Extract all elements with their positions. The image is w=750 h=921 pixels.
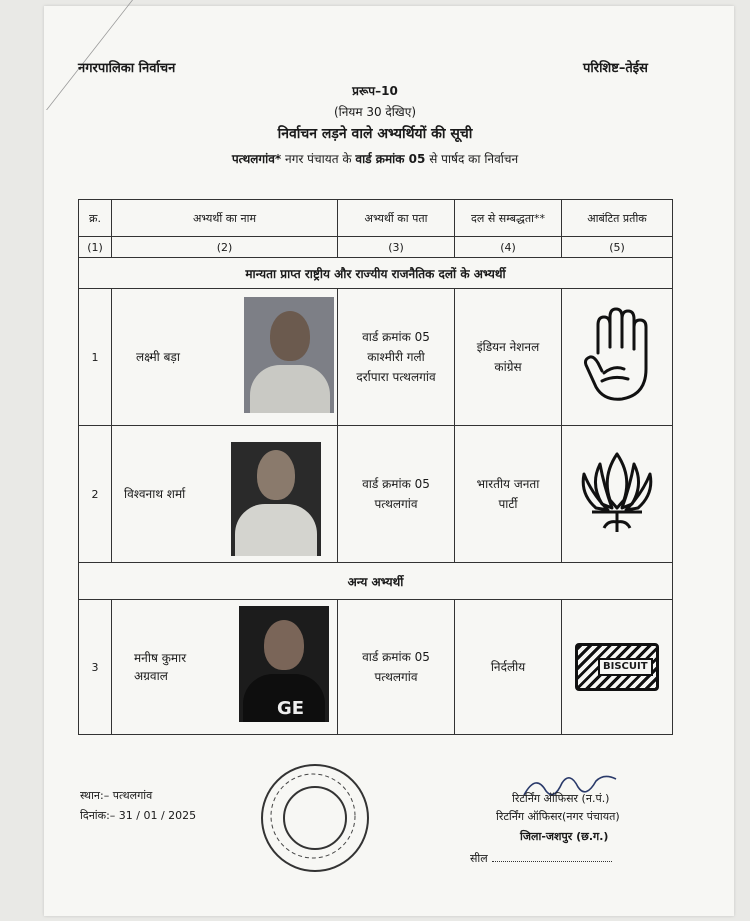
- header-party: दल से सम्बद्धता**: [455, 200, 562, 237]
- candidate-name-line: मनीष कुमार: [134, 651, 187, 665]
- address-line: पत्थलगांव: [374, 497, 418, 511]
- symbol-cell: [562, 289, 673, 426]
- document-title: निर्वाचन लड़ने वाले अभ्यर्थियों की सूची: [277, 126, 473, 142]
- document-subtitle: [0, 150, 750, 167]
- seal-label: सील: [470, 851, 612, 866]
- party-line: निर्दलीय: [490, 660, 526, 674]
- col-number: (2): [112, 237, 338, 258]
- table-row: [79, 289, 673, 426]
- official-seal: [261, 764, 369, 872]
- subtitle-end: से पार्षद का निर्वाचन: [429, 152, 519, 166]
- signature-line-3: जिला-जशपुर (छ.ग.): [520, 830, 609, 843]
- table-row: [79, 426, 673, 563]
- candidate-sno: 3: [79, 600, 112, 735]
- candidate-name-cell: [112, 600, 338, 735]
- header-symbol: आबंटित प्रतीक: [562, 200, 673, 237]
- footer-date: दिनांक:– 31 / 01 / 2025: [80, 809, 197, 822]
- form-number: प्ररूप–10: [352, 84, 398, 98]
- address-line: वार्ड क्रमांक 05: [362, 477, 430, 491]
- party-line: पार्टी: [498, 497, 518, 511]
- col-number: (1): [79, 237, 112, 258]
- party-line: भारतीय जनता: [476, 477, 540, 491]
- subtitle-ward: वार्ड क्रमांक 05: [355, 152, 426, 166]
- symbol-cell: [562, 600, 673, 735]
- header-sno: क्र.: [79, 200, 112, 237]
- table-row: [79, 600, 673, 735]
- address-line: काश्मीरी गली: [367, 350, 425, 364]
- column-number-row: [79, 237, 673, 258]
- candidate-address: [338, 600, 455, 735]
- col-number: (5): [562, 237, 673, 258]
- address-line: पत्थलगांव: [374, 670, 418, 684]
- candidate-address: [338, 289, 455, 426]
- signature-line-2: रिटर्निंग ऑफिसर(नगर पंचायत): [496, 810, 620, 823]
- candidate-photo: [231, 442, 321, 556]
- candidate-sno: 1: [79, 289, 112, 426]
- candidate-address: [338, 426, 455, 563]
- seal-emblem-icon: [261, 764, 365, 868]
- rule-reference: (नियम 30 देखिए): [333, 105, 417, 119]
- candidate-name: [134, 649, 186, 685]
- candidate-name-line: अग्रवाल: [134, 669, 168, 683]
- hand-symbol-icon: [580, 307, 654, 407]
- address-line: वार्ड क्रमांक 05: [362, 330, 430, 344]
- candidate-name: लक्ष्मी बड़ा: [136, 350, 180, 364]
- section-other-candidates: [79, 563, 673, 600]
- subtitle-place: पत्थलगांव*: [231, 152, 282, 166]
- candidate-name-cell: [112, 426, 338, 563]
- header-right: परिशिष्ट–तेईस: [583, 61, 648, 76]
- candidate-photo: [239, 606, 329, 722]
- candidates-table: [78, 199, 673, 735]
- candidate-name-cell: [112, 289, 338, 426]
- subtitle-mid: नगर पंचायत के: [285, 152, 352, 166]
- header-name: अभ्यर्थी का नाम: [112, 200, 338, 237]
- table-header-row: [79, 200, 673, 237]
- signature-line-1: रिटर्निंग ऑफिसर (न.पं.): [512, 792, 610, 805]
- header-address: अभ्यर्थी का पता: [338, 200, 455, 237]
- biscuit-symbol-text: BISCUIT: [598, 658, 653, 676]
- section-heading: मान्यता प्राप्त राष्ट्रीय और राज्यीय राजनैतिक दलों के अभ्यर्थी: [79, 258, 673, 289]
- symbol-cell: [562, 426, 673, 563]
- candidate-party: [455, 426, 562, 563]
- candidate-party: [455, 600, 562, 735]
- col-number: (3): [338, 237, 455, 258]
- candidate-photo: [244, 297, 334, 413]
- header-left: नगरपालिका निर्वाचन: [78, 61, 176, 76]
- candidate-party: [455, 289, 562, 426]
- section-heading: अन्य अभ्यर्थी: [79, 563, 673, 600]
- col-number: (4): [455, 237, 562, 258]
- address-line: दर्रापारा पत्थलगांव: [356, 370, 436, 384]
- section-recognized-parties: [79, 258, 673, 289]
- footer-place: स्थान:– पत्थलगांव: [80, 789, 153, 802]
- lotus-symbol-icon: [572, 448, 662, 540]
- photo-shirt-text: GE: [277, 698, 305, 719]
- candidate-name: विश्वनाथ शर्मा: [124, 487, 186, 501]
- address-line: वार्ड क्रमांक 05: [362, 650, 430, 664]
- party-line: इंडियन नेशनल: [476, 340, 540, 354]
- party-line: कांग्रेस: [494, 360, 522, 374]
- biscuit-symbol-icon: [575, 643, 659, 691]
- candidate-sno: 2: [79, 426, 112, 563]
